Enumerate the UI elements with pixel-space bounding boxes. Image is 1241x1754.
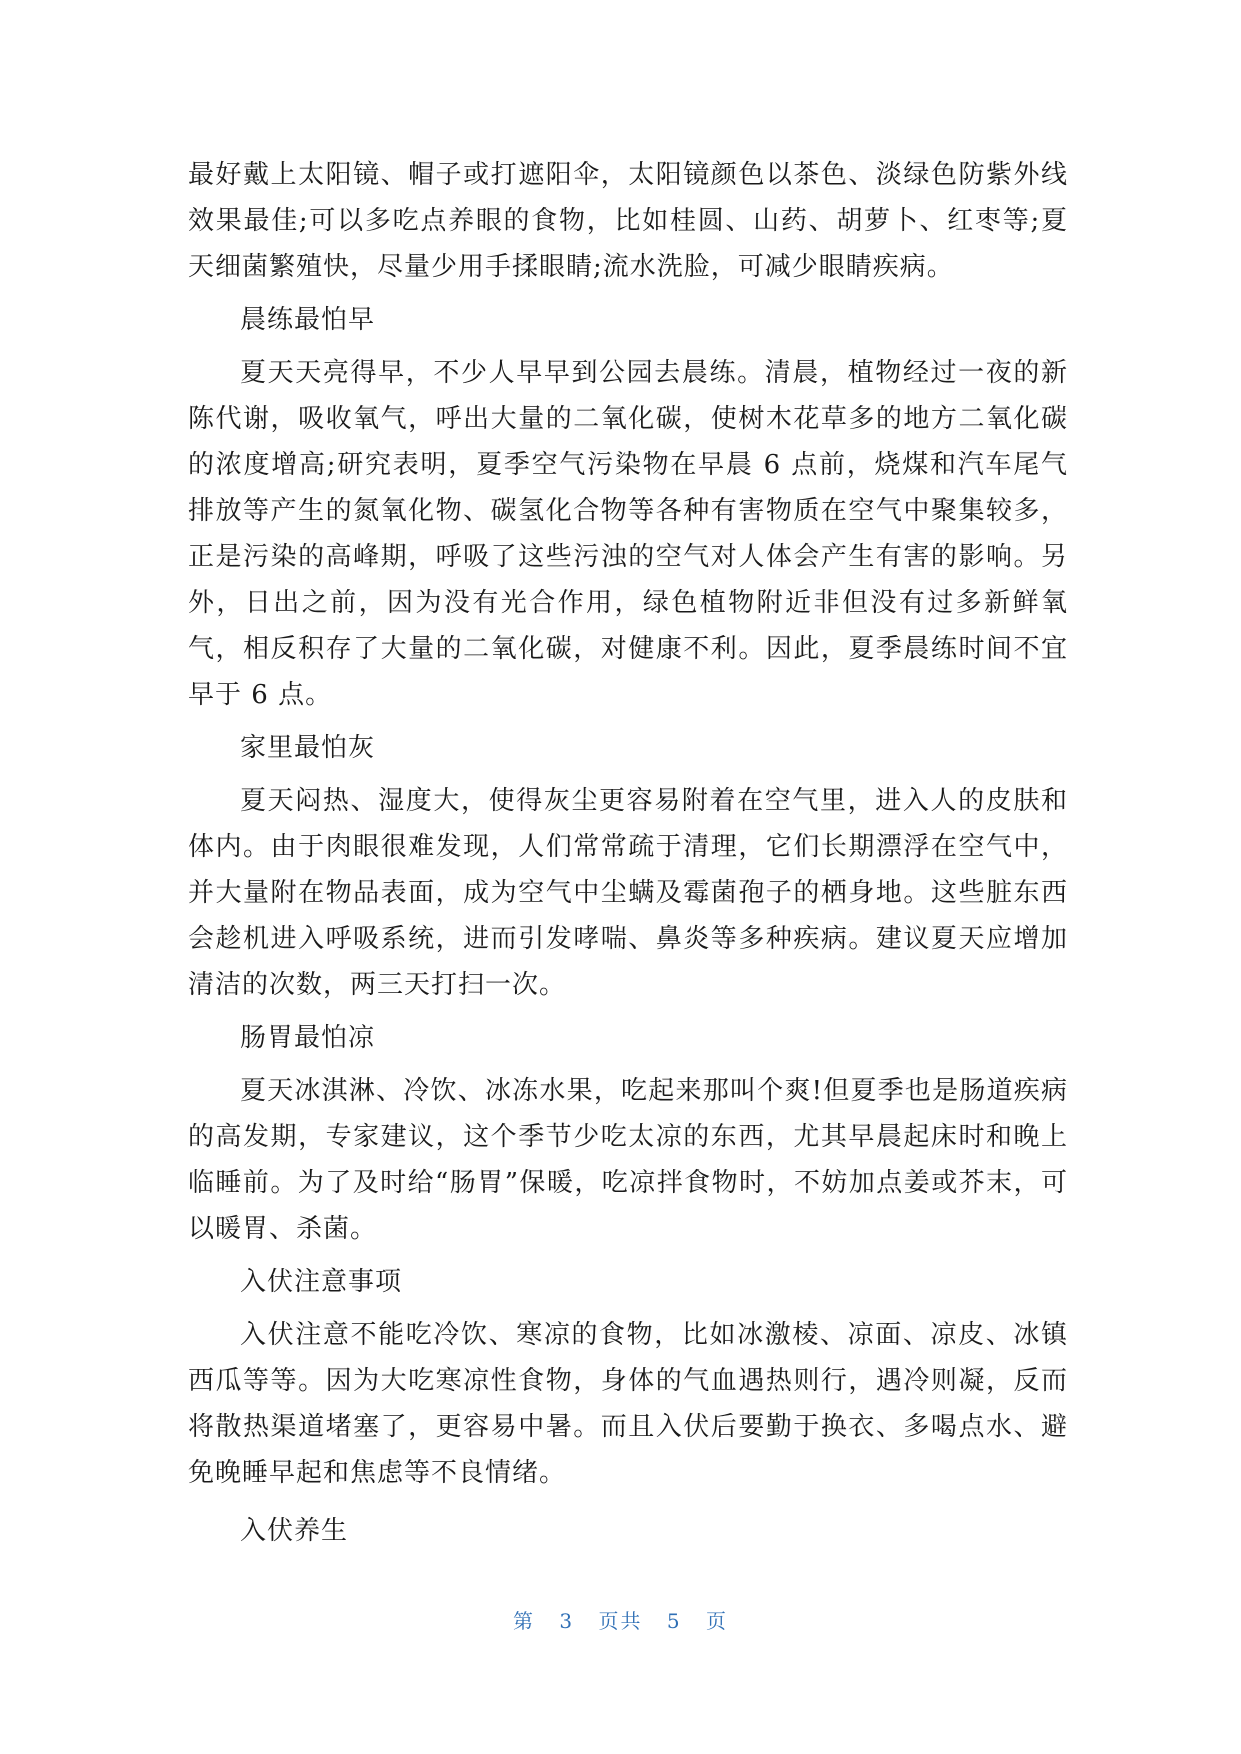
total-page-number: 5 xyxy=(666,1609,682,1633)
heading-morning-exercise: 晨练最怕早 xyxy=(240,305,376,335)
paragraph-stomach-cold: 夏天冰淇淋、冷饮、冰冻水果，吃起来那叫个爽!但夏季也是肠道疾病的高发期，专家建议，这个季节少吃太凉的东西，尤其早晨起床时和晚上临睡前。为了及时给“肠胃”保暖，吃凉拌食物时，不妨加点姜或芥末，可以暖胃、杀菌。 xyxy=(188,1076,1068,1244)
current-page-number: 3 xyxy=(559,1609,575,1633)
heading-home-dust: 家里最怕灰 xyxy=(240,733,376,763)
page-footer-middle: 页共 xyxy=(598,1609,643,1633)
page-footer-prefix: 第 xyxy=(513,1609,536,1633)
paragraph-ru-fu-notes: 入伏注意不能吃冷饮、寒凉的食物，比如冰激棱、凉面、凉皮、冰镇西瓜等等。因为大吃寒凉性食物，身体的气血遇热则行，遇冷则凝，反而将散热渠道堵塞了，更容易中暑。而且入伏后要勤于换衣、多喝点水、避免晚睡早起和焦虑等不良情绪。 xyxy=(188,1320,1068,1488)
heading-ru-fu-health: 入伏养生 xyxy=(240,1516,349,1546)
heading-stomach-cold: 肠胃最怕凉 xyxy=(240,1023,376,1053)
paragraph-eye-care: 最好戴上太阳镜、帽子或打遮阳伞，太阳镜颜色以茶色、淡绿色防紫外线效果最佳;可以多吃点养眼的食物，比如桂圆、山药、胡萝卜、红枣等;夏天细菌繁殖快，尽量少用手揉眼睛;流水洗脸，可减少眼睛疾病。 xyxy=(188,160,1068,282)
document-body xyxy=(188,152,1068,1561)
page-footer-suffix: 页 xyxy=(705,1609,728,1633)
paragraph-morning-exercise: 夏天天亮得早，不少人早早到公园去晨练。清晨，植物经过一夜的新陈代谢，吸收氧气，呼出大量的二氧化碳，使树木花草多的地方二氧化碳的浓度增高;研究表明，夏季空气污染物在早晨 6 点前，烧煤和汽车尾气排放等产生的氮氧化物、碳氢化合物等各种有害物质在空气中聚集较多，正是污染的高峰期，呼吸了这些污浊的空气对人体会产生有害的影响。另外，日出之前，因为没有光合作用，绿色植物附近非但没有过多新鲜氧气，相反积存了大量的二氧化碳，对健康不利。因此，夏季晨练时间不宜早于 6 点。 xyxy=(188,358,1068,710)
heading-ru-fu-notes: 入伏注意事项 xyxy=(240,1267,403,1297)
page-footer xyxy=(0,1605,1241,1634)
paragraph-home-dust: 夏天闷热、湿度大，使得灰尘更容易附着在空气里，进入人的皮肤和体内。由于肉眼很难发现，人们常常疏于清理，它们长期漂浮在空气中，并大量附在物品表面，成为空气中尘螨及霉菌孢子的栖身地。这些脏东西会趁机进入呼吸系统，进而引发哮喘、鼻炎等多种疾病。建议夏天应增加清洁的次数，两三天打扫一次。 xyxy=(188,786,1068,1000)
